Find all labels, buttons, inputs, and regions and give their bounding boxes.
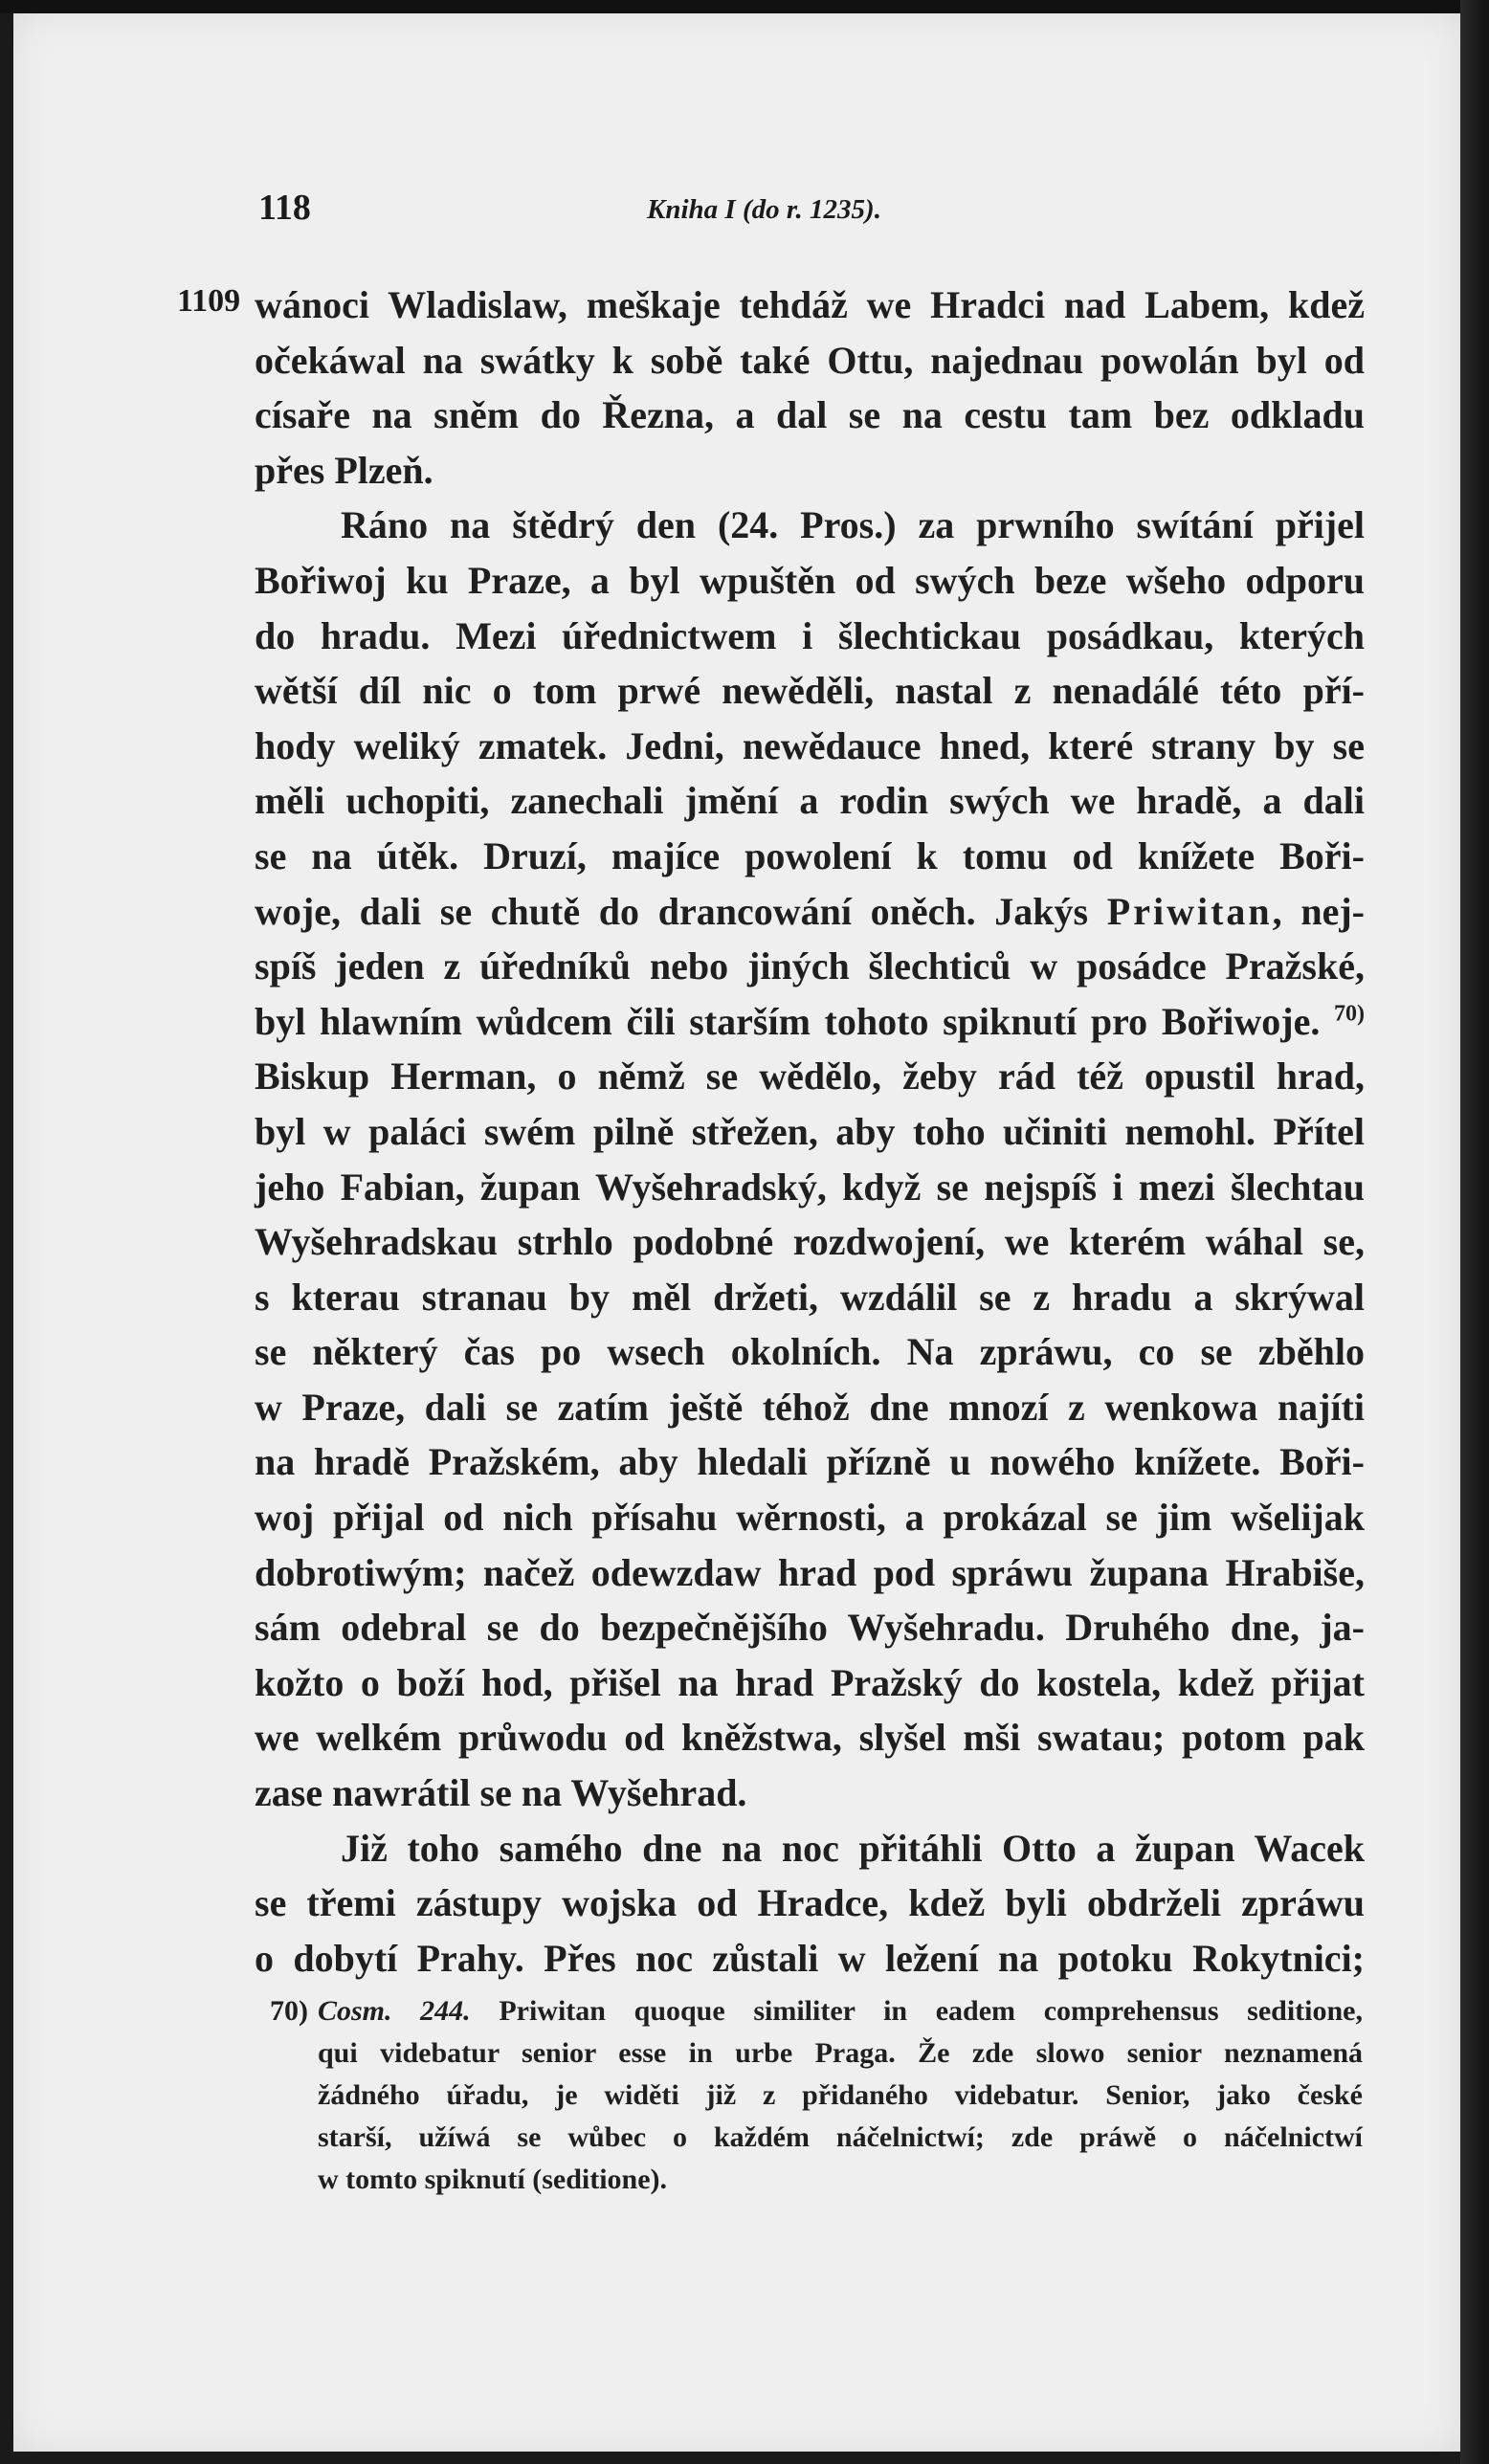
emphasized-name: Priwitan [1106,889,1273,933]
text-line: se třemi zástupy wojska od Hradce, kdež byli obdrželi zpráwu [255,1881,1365,1925]
footnote-line: qui videbatur senior esse in urbe Praga. Že zde slowo senior neznamená [318,2037,1363,2069]
text-line: wětší díl nic o tom prwé newěděli, nastal z nenadálé této pří- [255,669,1365,713]
body-text [255,277,1365,1986]
text-line: zase nawrátil se na Wyšehrad. [255,1771,747,1815]
footnote [270,1990,1363,2201]
footnote-marker: 70) [270,1995,308,2027]
text-line: přes Plzeň. [255,448,433,492]
text-line: se na útěk. Druzí, majíce powolení k tomu od knížete Boři- [255,833,1365,877]
text-line: we welkém průwodu od kněžstwa, slyšel mši swatau; potom pak [255,1716,1365,1760]
margin-year: 1109 [177,283,241,319]
text-line: spíš jeden z úředníků nebo jiných šlechticů w posádce Pražské, [255,944,1365,988]
text-line: wánoci Wladislaw, meškaje tehdáž we Hradci nad Labem, kdež [255,283,1365,326]
text-line: měli uchopiti, zanechali jmění a rodin swých we hradě, a dali [255,779,1365,823]
text-line: woje, dali se chutě do drancowání oněch. Jakýs Priwitan, nej- [255,889,1365,933]
text-line: dobrotiwým; načež odewzdaw hrad pod spráwu župana Hrabiše, [255,1550,1365,1594]
text-line: císaře na sněm do Řezna, a dal se na cestu tam bez odkladu [255,393,1365,437]
footnote-line [270,1990,1363,2032]
text-line: jeho Fabian, župan Wyšehradský, když se nejspíš i mezi šlechtau [255,1165,1365,1209]
text-line: w Praze, dali se zatím ještě téhož dne mnozí z wenkowa najíti [255,1385,1365,1429]
scan-right-edge [1460,0,1489,2464]
text-line: o dobytí Prahy. Přes noc zůstali w ležení na potoku Rokytnici; [255,1936,1365,1980]
text-line-content: byl hlawním wůdcem čili starším tohoto spiknutí pro Bořiwoje. [255,999,1321,1043]
page-header [258,187,957,234]
page-number: 118 [258,188,311,228]
text-line: Wyšehradskau strhlo podobné rozdwojení, we kterém wáhal se, [255,1220,1365,1264]
text-line-with-footnote [255,994,1365,1050]
footnote-source: Cosm. 244. [318,1995,471,2027]
text-line: kožto o boží hod, přišel na hrad Pražský do kostela, kdež přijat [255,1660,1365,1704]
text-line: do hradu. Mezi úřednictwem i šlechtickau posádkau, kterých [255,613,1365,657]
footnote-text: Priwitan quoque similiter in eadem comprehensus seditione, [499,1995,1363,2027]
text-line: s kterau stranau by měl držeti, wzdálil se z hradu a skrýwal [255,1275,1365,1319]
text-line: Biskup Herman, o němž se wědělo, žeby rád též opustil hrad, [255,1054,1365,1099]
footnote-line: w tomto spiknutí (seditione). [318,2164,668,2195]
footnote-line: starší, užíwá se wůbec o každém náčelnictwí; zde práwě o náčelnictwí [318,2121,1363,2153]
footnote-reference[interactable]: 70) [1334,1001,1366,1027]
text-line: Již toho samého dne na noc přitáhli Otto a župan Wacek [341,1826,1365,1870]
text-line: se některý čas po wsech okolních. Na zpráwu, co se zběhlo [255,1330,1365,1374]
scan-top-edge [0,0,1489,13]
text-line: na hradě Pražském, aby hledali přízně u nowého knížete. Boři- [255,1440,1365,1484]
text-line: sám odebral se do bezpečnějšího Wyšehradu. Druhého dne, ja- [255,1606,1365,1650]
text-line: woj přijal od nich přísahu wěrnosti, a prokázal se jim wšelijak [255,1496,1365,1540]
text-line: hody weliký zmatek. Jedni, newědauce hned, které strany by se [255,723,1365,767]
footnote-line: žádného úřadu, je widěti již z přidaného videbatur. Senior, jako české [318,2079,1363,2111]
running-head: Kniha I (do r. 1235). [647,194,881,225]
text-line: byl w paláci swém pilně střežen, aby toho učiniti nemohl. Přítel [255,1109,1365,1153]
text-line: Ráno na štědrý den (24. Pros.) za prwního swítání přijel [341,503,1365,547]
text-line: Bořiwoj ku Praze, a byl wpuštěn od swých beze wšeho odporu [255,558,1365,602]
text-line: očekáwal na swátky k sobě také Ottu, najednau powolán byl od [255,338,1365,382]
